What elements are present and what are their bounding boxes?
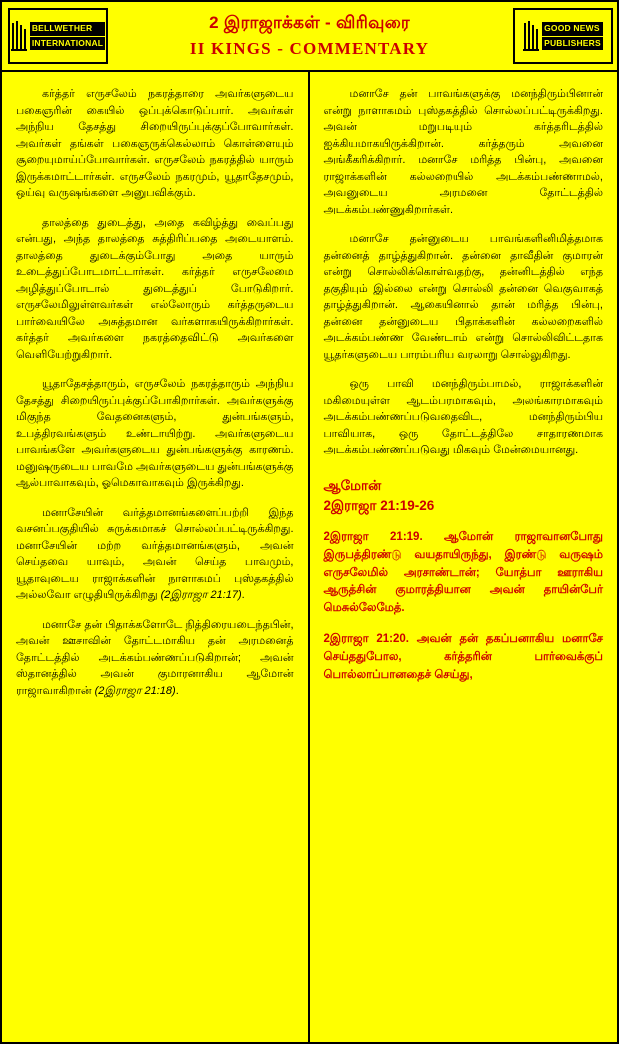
paragraph: மனாசே தன் பாவங்களுக்கு மனந்திரும்பினான் என்று நாளாகமம் புஸ்தகத்தில் சொல்லப்பட்டிருக்கிறது. அவன் மறுபடியும் கர்த்தரிடத்தில் ஐக்கியமாகயிருக்கிறான். கர்த்தரும் அவனை அங்கீகரிக்கிறார். மனாசே மரித்த பின்பு, அவனை ராஜாக்களின் கல்லறையில் அடக்கம்பண்ணாமல், அவனுடைய அரமனை தோட்டத்தில் அடக்கம்பண்ணுகிறார்கள். xyxy=(323,88,603,216)
page-header xyxy=(2,2,617,72)
page-title-tamil: 2 இராஜாக்கள் - விரிவுரை xyxy=(209,13,410,32)
torch-emblem-icon xyxy=(11,21,27,51)
left-column xyxy=(2,72,310,1042)
logo-right-line2: PUBLISHERS xyxy=(542,37,603,50)
paragraph: மனாசேயின் வர்த்தமானங்களைப்பற்றி இந்த வசனப்பகுதியில் சுருக்கமாகச் சொல்லப்பட்டிருக்கிறது. மனாசேயின் மற்ற வர்த்தமானங்களும், அவன் செய்தவை யாவும், அவன் செய்த பாவமும், யூதாவுடைய ராஜாக்களின் நாளாகமப் புஸ்தகத்தில் அல்லவோ எழுதியிருக்கிறது (2இராஜா 21:17). xyxy=(16,506,294,601)
logo-right-line1: GOOD NEWS xyxy=(542,22,603,35)
section-heading-reference: 2இராஜா 21:19-26 xyxy=(323,497,435,513)
paragraph: மனாசே தன்னுடைய பாவங்களினிமித்தமாக தன்னைத் தாழ்த்துகிறான். தன்னை தாவீதின் குமாரன் என்று சொல்லிக்கொள்வதற்கு, தன்னிடத்தில் எந்த தகுதியும் இல்லை என்று சொல்லி தன்னை வெகுவாகத் தாழ்த்துகிறான். ஆகையினால் தான் மரித்த பின்பு, தன்னை தன்னுடைய பிதாக்களின் கல்லறைகளில் அடக்கம்பண்ண வேண்டாம் என்று சொல்லிவிட்டதாக யூதர்களுடைய பாரம்பரிய வரலாறு சொல்லுகிறது. xyxy=(323,233,603,361)
paragraph: ஒரு பாவி மனந்திரும்பாமல், ராஜாக்களின் மகிமையுள்ள ஆடம்பரமாகவும், அலங்காரமாகவும் அடக்கம்பண்ணப்படுவதைவிட, மனந்திரும்பிய பாவியாக, ஒரு தோட்டத்திலே சாதாரணமாக அடக்கம்பண்ணப்படுவது மிகவும் மேன்மையானது. xyxy=(323,378,603,456)
paragraph: தாலத்தை துடைத்து, அதை கவிழ்த்து வைப்பது என்பது, அந்த தாலத்தை சுத்திரிப்பதை அடையாளம். தாலத்தை துடைக்கும்போது அதை யாரும் உடைத்துப்போடமாட்டார்கள். கர்த்தர் எருசலேமை அழித்துப்போடால் துடைத்துப் போடுகிறார். எருசலேமிலுள்ளவர்கள் எல்லோரும் கர்த்தருடைய பார்வையிலே அசுத்தமான வர்களாகயிருக்கிறார்கள். கர்த்தர் அவர்களை நகரத்தைவிட்டு அவர்களை வெளியேற்றுகிறார். xyxy=(16,216,294,361)
logo-left-line1: BELLWETHER xyxy=(30,22,105,35)
paragraph: யூதாதேசத்தாரும், எருசலேம் நகரத்தாரும் அந்நிய தேசத்து சிறையிருப்புக்குப்போகிறார்கள். அவர்களுக்கு மிகுந்த வேதனைகளும், துன்பங்களும், உபத்திரவங்களும் உண்டாயிற்று. அவர்களுடைய பாவங்களே அவர்களுடைய துன்பங்களுக்கு காரணம். மனுஷருடைய பாவமே அவர்களுடைய துன்பங்களுக்கு ஆல்பாவாகவும், ஓமெகாவாகவும் இருக்கிறது. xyxy=(16,378,294,489)
logo-inner-right xyxy=(520,21,606,51)
right-column xyxy=(310,72,618,1042)
logo-left-text xyxy=(30,22,105,50)
paragraph: கர்த்தர் எருசலேம் நகரத்தாரை அவர்களுடைய பகைஞரின் கையில் ஒப்புக்கொடுப்பார். அவர்கள் அந்நிய தேசத்து சிறையிருப்புக்குப்போவார்கள். அவர்கள் தங்கள் பகைஞருக்கெல்லாம் கொள்ளையும் சூறையுமாய்ப்போவார்கள். எருசலேம் நகரத்தில் யாரும் இருக்கமாட்டார்கள். எருசலேம் நகரமும், யூதாதேசமும், ஒய்வு வருஷங்களை அனுபவிக்கும். xyxy=(16,88,294,199)
logo-right-text xyxy=(542,22,603,50)
paragraph: மனாசே தன் பிதாக்களோடே நித்திரையடைந்தபின், அவன் ஊசாவின் தோட்டமாகிய தன் அரமனைத் தோட்டத்தில் அடக்கம்பண்ணப்படுகிறான்; அவன் ஸ்தானத்தில் அவன் குமாரனாகிய ஆமோன் ராஜாவாகிறான் (2இராஜா 21:18). xyxy=(16,618,294,697)
section-heading-amon: ஆமோன் xyxy=(323,477,382,493)
logo-inner-left xyxy=(8,21,108,51)
logo-left-line2: INTERNATIONAL xyxy=(30,37,105,50)
logo-good-news-publishers xyxy=(513,8,613,64)
page-title-english: II KINGS - COMMENTARY xyxy=(189,39,430,58)
verse-text: 2இராஜா 21:20. அவன் தன் தகப்பனாகிய மனாசே செய்ததுபோல, கர்த்தரின் பார்வைக்குப் பொல்லாப்பானதைச் செய்து, xyxy=(323,633,603,681)
page-title-block xyxy=(112,2,507,70)
torch-emblem-icon-right xyxy=(523,21,539,51)
verse-text: 2இராஜா 21:19. ஆமோன் ராஜாவானபோது இருபத்திரண்டு வயதாயிருந்து, இரண்டு வருஷம் எருசலேமில் அரசாண்டான்; யோத்பா ஊராகிய ஆருத்சின் குமாரத்தியான அவன் தாயின்பேர் மெசுல்லேமேத். xyxy=(323,530,603,615)
logo-bellwether-international xyxy=(8,8,108,64)
page-body xyxy=(2,72,617,1042)
